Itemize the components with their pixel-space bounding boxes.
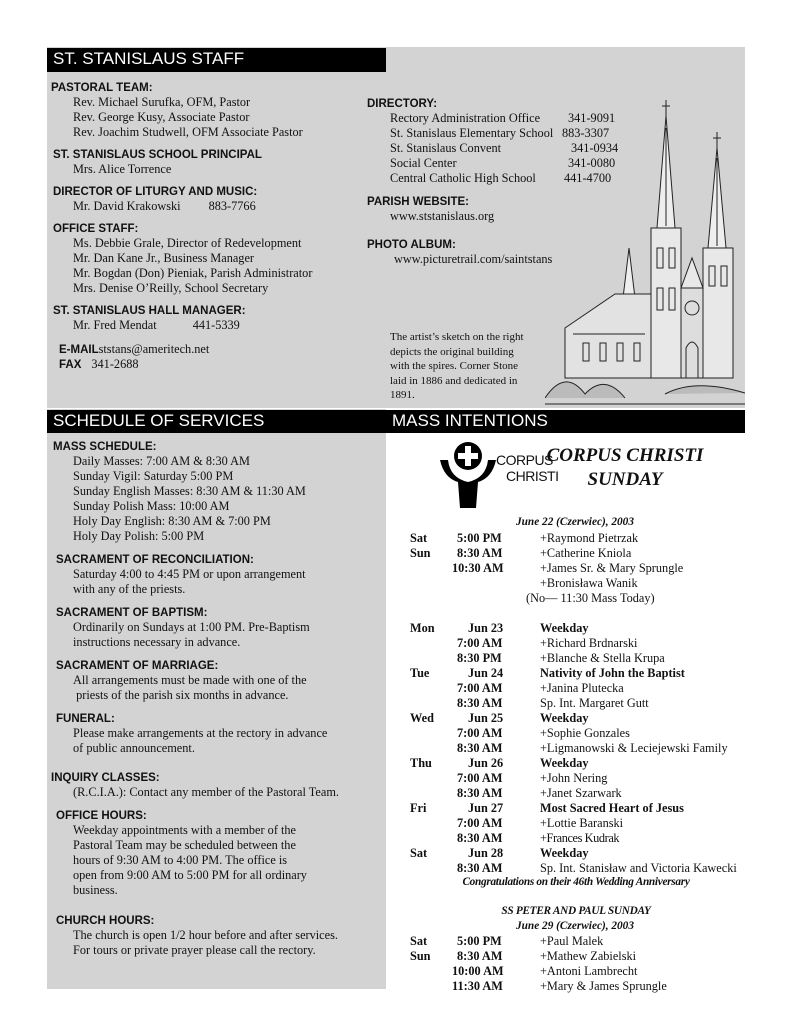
intention-text: +Janina Plutecka (540, 681, 624, 695)
directory-entry-name: St. Stanislaus Convent (390, 141, 502, 155)
intention-text: +Blanche & Stella Krupa (540, 651, 665, 665)
email-address[interactable]: ststans@ameritech.net (98, 342, 210, 356)
baptism-label: SACRAMENT OF BAPTISM: (56, 607, 208, 619)
corpus-christi-emblem (438, 438, 498, 510)
funeral-label: FUNERAL: (56, 713, 115, 725)
baptism-text: instructions necessary in advance. (73, 635, 241, 649)
intention-time: 8:30 AM (457, 696, 503, 710)
intention-text: Sp. Int. Margaret Gutt (540, 696, 649, 710)
intention-day: Tue (410, 666, 430, 680)
logo-text: CHRISTI (506, 468, 559, 484)
directory-entry-phone: 883-3307 (562, 126, 610, 140)
intention-day: Sun (410, 546, 431, 560)
intention-text: +Antoni Lambrecht (540, 964, 638, 978)
intention-day: Sun (410, 949, 431, 963)
intention-text: +Mathew Zabielski (540, 949, 637, 963)
directory-entry-phone: 341-0080 (568, 156, 616, 170)
hall-manager-label: ST. STANISLAUS HALL MANAGER: (53, 305, 246, 317)
intention-day: Thu (410, 756, 432, 770)
intention-text: +Lottie Baranski (540, 816, 624, 830)
intention-feast: Weekday (540, 756, 589, 770)
pastoral-member: Rev. Joachim Studwell, OFM Associate Pastor (73, 125, 303, 139)
fax-line (51, 357, 381, 372)
office-hours-text: open from 9:00 AM to 5:00 PM for all ordinary (73, 868, 307, 882)
date2-heading: June 29 (Czerwiec), 2003 (516, 920, 634, 932)
reconciliation-text: Saturday 4:00 to 4:45 PM or upon arrangement (73, 567, 306, 581)
office-staff-label: OFFICE STAFF: (53, 223, 139, 235)
mass-schedule-item: Sunday Polish Mass: 10:00 AM (73, 499, 230, 513)
intention-time: 7:00 AM (457, 816, 503, 830)
schedule-column (51, 440, 383, 958)
directory-entry-phone: 341-9091 (568, 111, 616, 125)
directory-entry-phone: 441-4700 (564, 171, 612, 185)
intention-text: +Mary & James Sprungle (540, 979, 667, 993)
intention-time: 8:30 PM (457, 651, 502, 665)
intention-time: 10:30 AM (452, 561, 504, 575)
directory-entry-name: Social Center (390, 156, 457, 170)
intention-time: 7:00 AM (457, 681, 503, 695)
email-line (51, 342, 381, 357)
date-heading: June 22 (Czerwiec), 2003 (516, 516, 634, 528)
photo-album-link[interactable]: www.picturetrail.com/saintstans (394, 252, 553, 266)
intention-text: +James Sr. & Mary Sprungle (540, 561, 684, 575)
church-hours-text: For tours or private prayer please call the rectory. (73, 943, 316, 957)
intention-time: 8:30 AM (457, 861, 503, 875)
caption-line: laid in 1886 and dedicated in (390, 374, 518, 387)
intention-feast: Nativity of John the Baptist (540, 666, 685, 680)
intention-text: +Ligmanowski & Leciejewski Family (540, 741, 728, 755)
reconciliation-label: SACRAMENT OF RECONCILIATION: (56, 554, 254, 566)
liturgy-director (51, 199, 381, 214)
office-hours-text: Weekday appointments with a member of the (73, 823, 297, 837)
staff-column (51, 81, 381, 372)
intention-text: +Paul Malek (540, 934, 604, 948)
liturgy-name: Mr. David Krakowski (73, 199, 181, 213)
intention-note: (No— 11:30 Mass Today) (526, 591, 655, 605)
intention-time: 5:00 PM (457, 934, 502, 948)
intention-date: Jun 24 (468, 666, 504, 680)
fax-label: FAX (59, 359, 82, 371)
hall-manager-name: Mr. Fred Mendat (73, 318, 157, 332)
baptism-text: Ordinarily on Sundays at 1:00 PM. Pre-Baptism (73, 620, 310, 634)
liturgy-label: DIRECTOR OF LITURGY AND MUSIC: (53, 186, 258, 198)
intention-text: Sp. Int. Stanisław and Victoria Kawecki (540, 861, 737, 875)
fax-number: 341-2688 (91, 357, 139, 371)
intention-date: Jun 25 (468, 711, 504, 725)
pastoral-member: Rev. George Kusy, Associate Pastor (73, 110, 250, 124)
website-link[interactable]: www.ststanislaus.org (390, 209, 495, 223)
mass-schedule-item: Sunday English Masses: 8:30 AM & 11:30 AM (73, 484, 306, 498)
pastoral-team-label: PASTORAL TEAM: (51, 82, 153, 94)
church-hours-label: CHURCH HOURS: (56, 915, 155, 927)
intention-text: +Raymond Pietrzak (540, 531, 639, 545)
intention-day: Sat (410, 846, 428, 860)
marriage-text: All arrangements must be made with one of the (73, 673, 307, 687)
directory-label: DIRECTORY: (367, 98, 438, 110)
intention-time: 8:30 AM (457, 741, 503, 755)
directory-entry-name: Rectory Administration Office (390, 111, 541, 125)
intention-date: Jun 23 (468, 621, 504, 635)
intention-day: Wed (410, 711, 434, 725)
intention-time: 7:00 AM (457, 636, 503, 650)
intention-feast: Weekday (540, 711, 589, 725)
intention-time: 8:30 AM (457, 831, 503, 845)
intention-date: Jun 27 (468, 801, 504, 815)
office-staff-member: Mr. Dan Kane Jr., Business Manager (73, 251, 255, 265)
directory-entry-name: Central Catholic High School (390, 171, 536, 185)
inquiry-label: INQUIRY CLASSES: (51, 772, 160, 784)
intentions-title: MASS INTENTIONS (386, 410, 745, 433)
email-label: E-MAIL (59, 344, 99, 356)
caption-line: The artist’s sketch on the right (390, 331, 524, 343)
intention-day: Fri (410, 801, 427, 815)
funeral-text: Please make arrangements at the rectory in advance (73, 726, 328, 740)
caption-line: with the spires. Corner Stone (390, 360, 519, 372)
mass-schedule-item: Holy Day English: 8:30 AM & 7:00 PM (73, 514, 271, 528)
intention-time: 7:00 AM (457, 726, 503, 740)
intention-time: 8:30 AM (457, 949, 503, 963)
office-hours-text: Pastoral Team may be scheduled between the (73, 838, 296, 852)
marriage-label: SACRAMENT OF MARRIAGE: (56, 660, 219, 672)
office-hours-text: hours of 9:30 AM to 4:00 PM. The office is (73, 853, 288, 867)
mass-schedule-item: Holy Day Polish: 5:00 PM (73, 529, 205, 543)
funeral-text: of public announcement. (73, 741, 195, 755)
office-staff-member: Ms. Debbie Grale, Director of Redevelopment (73, 236, 302, 250)
staff-title: ST. STANISLAUS STAFF (47, 48, 386, 72)
anniversary-note: Congratulations on their 46th Wedding Anniversary (462, 876, 690, 888)
feast2-title: SS PETER AND PAUL SUNDAY (501, 905, 651, 917)
mass-schedule-item: Daily Masses: 7:00 AM & 8:30 AM (73, 454, 250, 468)
logo-text: CORPUS (496, 452, 553, 468)
intention-text: +Richard Brdnarski (540, 636, 638, 650)
marriage-text: priests of the parish six months in advance. (73, 688, 289, 702)
reconciliation-text: with any of the priests. (73, 582, 186, 596)
church-hours-text: The church is open 1/2 hour before and after services. (73, 928, 338, 942)
intention-date: Jun 28 (468, 846, 504, 860)
mass-schedule-label: MASS SCHEDULE: (53, 441, 157, 453)
principal-label: ST. STANISLAUS SCHOOL PRINCIPAL (53, 149, 262, 161)
intention-time: 10:00 AM (452, 964, 504, 978)
office-staff-member: Mrs. Denise O’Reilly, School Secretary (73, 281, 269, 295)
intention-time: 8:30 AM (457, 546, 503, 560)
intention-text: +John Nering (540, 771, 608, 785)
hall-manager-phone: 441-5339 (192, 318, 240, 332)
office-staff-member: Mr. Bogdan (Don) Pieniak, Parish Administrator (73, 266, 313, 280)
principal-name: Mrs. Alice Torrence (73, 162, 172, 176)
intention-feast: Weekday (540, 846, 589, 860)
office-hours-text: business. (73, 883, 118, 897)
caption-line: depicts the original building (390, 345, 514, 358)
intention-feast: Most Sacred Heart of Jesus (540, 801, 684, 815)
sketch-caption (390, 330, 550, 403)
intention-day: Mon (410, 621, 435, 635)
mass-schedule-item: Sunday Vigil: Saturday 5:00 PM (73, 469, 234, 483)
intention-feast: Weekday (540, 621, 589, 635)
pastoral-member: Rev. Michael Surufka, OFM, Pastor (73, 95, 251, 109)
feast-title-line: SUNDAY (587, 469, 663, 490)
photo-album-label: PHOTO ALBUM: (367, 239, 456, 251)
intention-time: 5:00 PM (457, 531, 502, 545)
intention-time: 11:30 AM (452, 979, 503, 993)
inquiry-text: (R.C.I.A.): Contact any member of the Pastoral Team. (73, 785, 339, 799)
intention-text: +Sophie Gonzales (540, 726, 630, 740)
directory-entry-phone: 341-0934 (571, 141, 619, 155)
intention-text: +Janet Szarwark (540, 786, 622, 800)
intention-text: +Frances Kudrak (540, 831, 620, 845)
directory-entry-name: St. Stanislaus Elementary School (390, 126, 554, 140)
office-hours-label: OFFICE HOURS: (56, 810, 147, 822)
intention-time: 8:30 AM (457, 786, 503, 800)
feast-title-line: CORPUS CHRISTI (546, 445, 704, 466)
intention-text: +Bronisława Wanik (540, 576, 638, 590)
schedule-title: SCHEDULE OF SERVICES (47, 410, 386, 433)
church-sketch-image (545, 98, 745, 408)
liturgy-phone: 883-7766 (208, 199, 256, 213)
intention-text: +Catherine Kniola (540, 546, 632, 560)
caption-line: 1891. (390, 389, 415, 401)
feast-title (530, 444, 720, 492)
website-label: PARISH WEBSITE: (367, 196, 470, 208)
intention-day: Sat (410, 934, 428, 948)
intention-day: Sat (410, 531, 428, 545)
intention-date: Jun 26 (468, 756, 504, 770)
hall-manager (51, 318, 381, 333)
intention-time: 7:00 AM (457, 771, 503, 785)
